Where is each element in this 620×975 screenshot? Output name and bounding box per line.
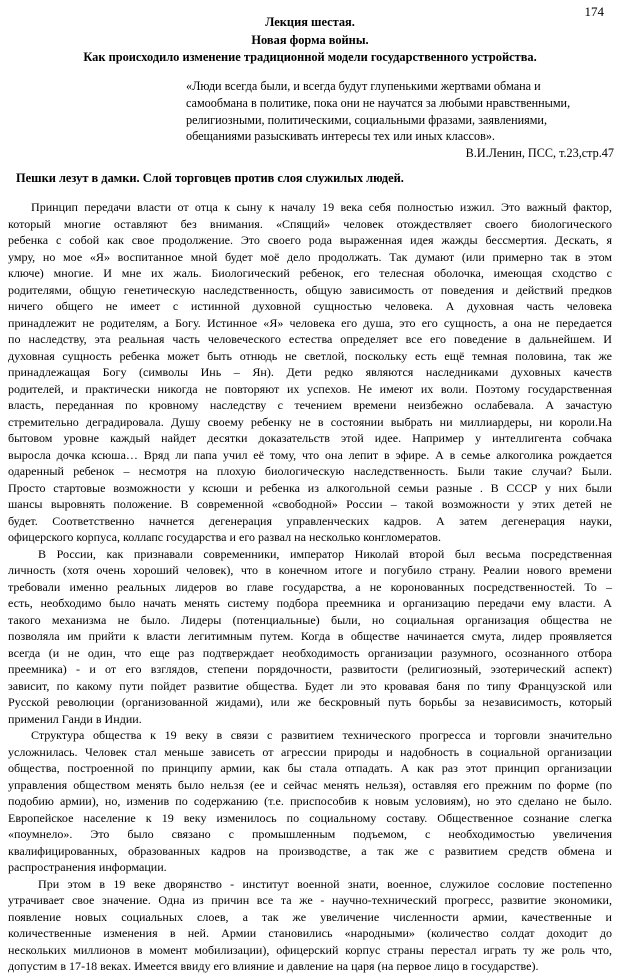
paragraph-line: одаренный ребенок – несмотря на плохую биологическую наследственность. Были такие случаи? Были. bbox=[8, 464, 612, 478]
paragraph-line: выросла дочка ксюша… Вряд ли папа учил её тому, что она лепит в эфире. А в семье алкоголика рождается bbox=[8, 447, 612, 462]
paragraph-line: Европейское население к 19 веку изменилось по социальному составу. Общественное сознание слегка bbox=[8, 810, 612, 825]
paragraph-line: преемника) - и от его взглядов, степени порядочности, развитости (религиозный, эзотерический аспект) bbox=[8, 662, 612, 676]
page-number: 174 bbox=[584, 4, 604, 19]
paragraph-line: В России, как признавали современники, император Николай второй был весьма посредственная bbox=[38, 546, 612, 561]
paragraph-line: офицерского корпуса, коллапс государства и его развал на несколько конгломератов. bbox=[8, 530, 441, 544]
paragraph-line: шансы выровнять положение. В современной «свободной» России – такой возможности у этих детей не bbox=[8, 497, 612, 511]
paragraph-line: по наследству, эта реальная часть человеческого естества определяет все его поведение в дальнейшем. И bbox=[8, 332, 612, 346]
paragraph-line: стремительно деградировала. Душу своему ребенку не в состоянии выбрать ни миллиардеры, ни короли.На bbox=[8, 414, 612, 429]
paragraph-line: который многие оставляют без внимания. «Спящий» человек отождествляет своего биологического bbox=[8, 216, 612, 231]
paragraph-line: Структура общества к 19 веку в связи с развитием технического прогресса и торговли значительно bbox=[31, 728, 612, 742]
epigraph-line: «Люди всегда были, и всегда будут глупенькими жертвами обмана и bbox=[186, 79, 541, 93]
paragraph-line: позволяла им прийти к власти легитимным путем. Когда в обществе начинается смута, лидер проявляется bbox=[8, 629, 612, 643]
epigraph-line: обещаниями разыскивать интересы тех или иных классов». bbox=[186, 129, 495, 144]
paragraph-line: зависит, по какому пути пойдет развитие общества. Будет ли это кровавая баня по типу Французской или bbox=[8, 678, 612, 693]
paragraph-line: личность (хотя очень хороший человек), что в конечном итоге и погубило страну. Реалии нового времени bbox=[8, 563, 612, 577]
paragraph-line: будет. Соответственно начнется дегенерация управленческих кадров. А затем дегенерация науки, bbox=[8, 513, 612, 528]
paragraph-line: При этом в 19 веке дворянство - институт военной знати, военное, служилое сословие постепенно bbox=[38, 876, 612, 891]
epigraph bbox=[186, 78, 616, 162]
paragraph-line: Просто стартовые возможности у ксюши и ребенка из алкогольной семьи разные . В СССР у них были bbox=[8, 480, 612, 495]
paragraph bbox=[8, 727, 612, 876]
paragraph-line: власть, переданная по кровному наследству с течением времени неизбежно ослабевала. А зачастую bbox=[8, 398, 612, 412]
paragraph-line: родителей, и практически никогда не повторяют их успехов. Не имеют их воли. Поэтому государственная bbox=[8, 381, 612, 396]
paragraph-line: Принцип передачи власти от отца к сыну к началу 19 века себя полностью изжил. Это важный фактор, bbox=[31, 200, 612, 214]
body-text bbox=[8, 199, 612, 975]
paragraph-line: общества, построенной по принципу армии, как бы стала отпадать. А как раз этот принцип организации bbox=[8, 761, 612, 775]
paragraph-line: бытовом уровне каждый найдет десятки доказательств этой идее. Например у интеллигента собчака bbox=[8, 431, 612, 445]
lecture-subtitle-heading: Как происходило изменение традиционной модели государственного устройства. bbox=[83, 50, 537, 64]
paragraph-line: квалифицированных, образованных кадров на производстве, а так же с развитием средств обмена и bbox=[8, 843, 612, 858]
paragraph-line: принадлежащая Богу (символы Инь – Ян). Дети редко являются наследниками духовных качеств bbox=[8, 365, 612, 379]
paragraph-line: появление новых социальных слоев, а так же увеличение численности армии, качественные и bbox=[8, 909, 612, 924]
paragraph bbox=[8, 199, 612, 546]
paragraph-line: есть, необходимо было начать менять систему подбора преемника и организацию передачи ему власти. А bbox=[8, 596, 612, 610]
paragraph-line: нескольких миллионов в момент мобилизации), офицерский корпус страны перестал играть ту же роль что, bbox=[8, 942, 612, 957]
epigraph-line: религиозными, политическими, социальными фразами, заявлениями, bbox=[186, 112, 548, 127]
paragraph-line: распространения информации. bbox=[8, 860, 167, 874]
paragraph-line: духовная сущность ребенка может быть отнюдь не светлой, поскольку есть ещё темная половина, так же bbox=[8, 348, 612, 363]
paragraph-line: ребенка с собой как свое продолжение. Это своего рода выраженная идея жажды бессмертия. Дескать, я bbox=[8, 233, 612, 247]
lecture-topic-heading: Новая форма войны. bbox=[251, 32, 369, 47]
paragraph-line: всегда (и не один, что еще раз подтверждает необходимость организации разумного, осознанного отбора bbox=[8, 645, 612, 660]
lecture-number-heading: Лекция шестая. bbox=[265, 15, 355, 29]
paragraph-line: усложнилась. Человек стал меньше зависеть от агрессии природы и надобность в социальной организации bbox=[8, 744, 612, 759]
paragraph-line: утрачивает свое значение. Одна из причин все та же - научно-технический прогресс, развитие экономики, bbox=[8, 893, 612, 907]
paragraph-line: родителями, общую генетическую наследственность, общую зависимость от поведения и действий предков bbox=[8, 282, 612, 297]
paragraph-line: умру, но мое «Я» воспитанное мной будет моё дело продолжать. Так думают (или примерно так в этом bbox=[8, 249, 612, 264]
lecture-headings bbox=[0, 14, 620, 67]
paragraph-line: применил Ганди в Индии. bbox=[8, 711, 142, 726]
paragraph-line: допустим в 17-18 веках. Имеется ввиду его влияние и давление на царя (на первое лицо в государстве). bbox=[8, 959, 539, 973]
paragraph-line: подобию армии), но, изменив по содержанию (т.е. приспособив к новым условиям), но это сделано не было. bbox=[8, 794, 612, 808]
paragraph-line: «поумнело». Это было связано с промышленным подъемом, с необходимостью увеличения bbox=[8, 827, 612, 841]
epigraph-attribution: В.И.Ленин, ПСС, т.23,стр.47 bbox=[465, 146, 614, 161]
paragraph-line: количественные изменения в ней. Армии становились «народными» (количество солдат доходит до bbox=[8, 926, 612, 940]
paragraph-line: такого механизма не было. Лидеры (потенциальные) были, но социальная организация общества не bbox=[8, 612, 612, 627]
paragraph bbox=[8, 876, 612, 975]
section-title: Пешки лезут в дамки. Слой торговцев против слоя служилых людей. bbox=[16, 171, 404, 185]
epigraph-line: самообмана в политике, пока они не научатся за любыми нравственными, bbox=[186, 95, 571, 110]
paragraph-line: принадлежит не родителям, а Богу. Истинное «Я» человека его душа, это его сущность, а она не передается bbox=[8, 315, 612, 330]
paragraph-line: ничего общего не имеет с истинной духовной сущностью человека. А духовная часть человека bbox=[8, 299, 612, 313]
paragraph bbox=[8, 546, 612, 728]
paragraph-line: Русской революции (организованной жидами), или же бескровный путь борьбы за независимость, который bbox=[8, 695, 612, 709]
paragraph-line: требовали именно реальных лидеров во главе государства, а не коронованных посредственностей. То – bbox=[8, 579, 612, 594]
paragraph-line: управления обществом менять было нельзя (ее и сейчас менять нельзя), оставляя его прежним по форме (по bbox=[8, 777, 612, 792]
paragraph-line: ключе) многие. И мне их жаль. Биологический ребенок, его телесная оболочка, имеющая сходство с bbox=[8, 266, 612, 280]
